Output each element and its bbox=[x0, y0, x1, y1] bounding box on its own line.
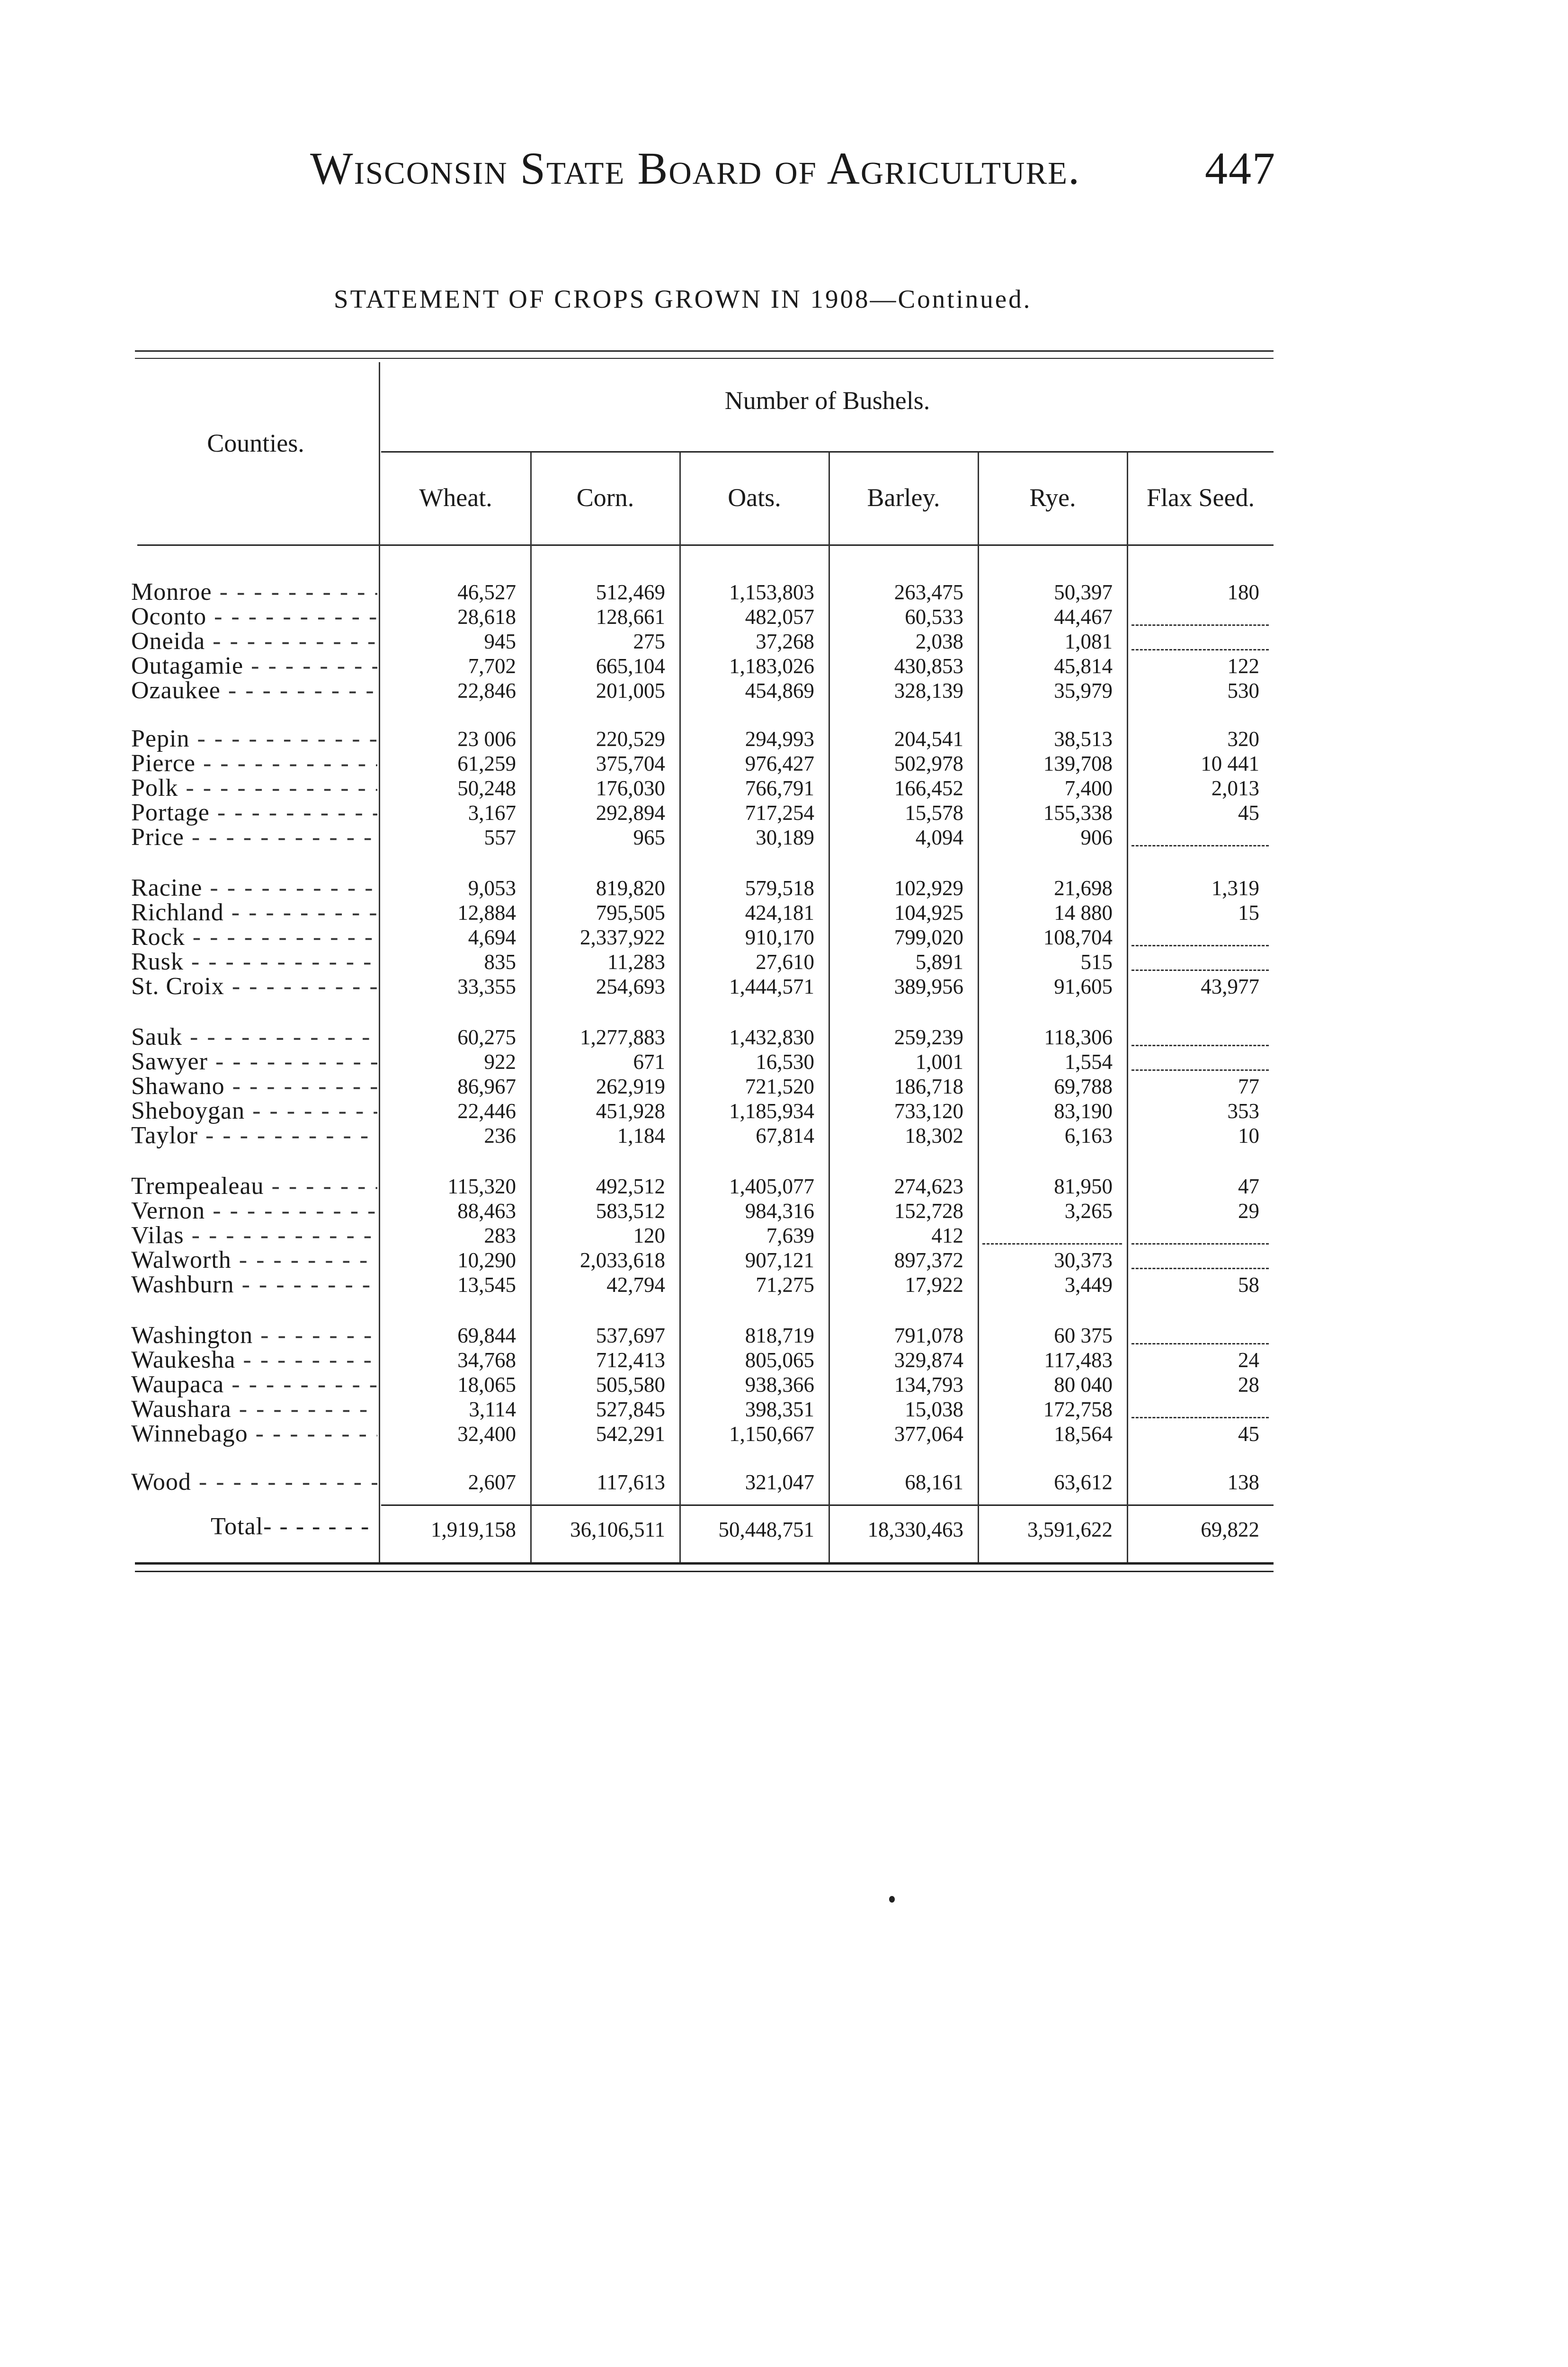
cell-rye: 155,338 bbox=[1043, 801, 1113, 825]
cell-barley: 259,239 bbox=[894, 1025, 963, 1049]
stray-mark bbox=[889, 1896, 895, 1903]
county-name: Oconto - - - bbox=[131, 603, 377, 631]
cell-rye: 14 880 bbox=[1054, 901, 1113, 925]
cell-corn: 42,794 bbox=[606, 1273, 665, 1297]
cell-barley: 152,728 bbox=[894, 1199, 963, 1223]
cell-flax-seed: 2,013 bbox=[1211, 776, 1259, 800]
county-name: Sauk - - - bbox=[131, 1023, 377, 1051]
column-header-wheat: Wheat. bbox=[419, 483, 492, 512]
running-head: Wisconsin State Board of Agriculture. bbox=[310, 143, 1081, 194]
county-name: Waukesha - - - bbox=[131, 1346, 377, 1374]
cell-corn: 2,033,618 bbox=[580, 1248, 665, 1272]
cell-flax-seed: 47 bbox=[1238, 1175, 1259, 1198]
cell-wheat: 945 bbox=[484, 630, 516, 653]
cell-oats: 910,170 bbox=[745, 925, 814, 949]
group-header-rule bbox=[381, 451, 1274, 453]
cell-wheat: 46,527 bbox=[457, 580, 516, 604]
cell-oats: 398,351 bbox=[745, 1397, 814, 1421]
total-cell-flax-seed: 69,822 bbox=[1201, 1518, 1259, 1541]
empty-cell-flax-seed bbox=[1131, 1343, 1269, 1344]
cell-flax-seed: 180 bbox=[1227, 580, 1259, 604]
cell-wheat: 23 006 bbox=[457, 727, 516, 751]
cell-corn: 537,697 bbox=[596, 1324, 665, 1347]
cell-wheat: 13,545 bbox=[457, 1273, 516, 1297]
cell-barley: 15,038 bbox=[905, 1397, 963, 1421]
cell-wheat: 61,259 bbox=[457, 752, 516, 775]
cell-flax-seed: 45 bbox=[1238, 801, 1259, 825]
cell-barley: 1,001 bbox=[915, 1050, 963, 1074]
cell-corn: 176,030 bbox=[596, 776, 665, 800]
cell-barley: 17,922 bbox=[905, 1273, 963, 1297]
cell-rye: 45,814 bbox=[1054, 654, 1113, 678]
cell-barley: 134,793 bbox=[894, 1373, 963, 1397]
cell-barley: 166,452 bbox=[894, 776, 963, 800]
county-name: Taylor - - - bbox=[131, 1121, 377, 1149]
cell-wheat: 12,884 bbox=[457, 901, 516, 925]
cell-corn: 120 bbox=[633, 1224, 665, 1247]
cell-wheat: 835 bbox=[484, 950, 516, 974]
cell-rye: 3,449 bbox=[1064, 1273, 1113, 1297]
county-name: Washburn - - - bbox=[131, 1271, 377, 1299]
cell-barley: 791,078 bbox=[894, 1324, 963, 1347]
county-name: Winnebago - - - bbox=[131, 1420, 377, 1448]
cell-oats: 37,268 bbox=[756, 630, 814, 653]
cell-wheat: 50,248 bbox=[457, 776, 516, 800]
cell-wheat: 7,702 bbox=[468, 654, 516, 678]
cell-wheat: 22,446 bbox=[457, 1099, 516, 1123]
cell-corn: 1,277,883 bbox=[580, 1025, 665, 1049]
column-header-flax-seed: Flax Seed. bbox=[1147, 483, 1255, 512]
cell-barley: 502,978 bbox=[894, 752, 963, 775]
cell-rye: 83,190 bbox=[1054, 1099, 1113, 1123]
column-header-barley: Barley. bbox=[867, 483, 940, 512]
county-name: Rusk - - - bbox=[131, 948, 377, 976]
cell-flax-seed: 58 bbox=[1238, 1273, 1259, 1297]
empty-cell-flax-seed bbox=[1131, 945, 1269, 946]
cell-wheat: 10,290 bbox=[457, 1248, 516, 1272]
cell-flax-seed: 1,319 bbox=[1211, 876, 1259, 900]
cell-barley: 430,853 bbox=[894, 654, 963, 678]
top-rule bbox=[135, 350, 1274, 352]
county-name: Vernon - - - bbox=[131, 1197, 377, 1225]
cell-oats: 1,432,830 bbox=[729, 1025, 814, 1049]
cell-rye: 117,483 bbox=[1044, 1348, 1113, 1372]
cell-flax-seed: 10 441 bbox=[1201, 752, 1259, 775]
counties-header: Counties. bbox=[207, 429, 304, 457]
cell-flax-seed: 43,977 bbox=[1201, 975, 1259, 998]
cell-oats: 71,275 bbox=[756, 1273, 814, 1297]
empty-cell-flax-seed bbox=[1131, 845, 1269, 846]
cell-oats: 30,189 bbox=[756, 826, 814, 849]
total-cell-barley: 18,330,463 bbox=[867, 1518, 963, 1541]
bottom-rule bbox=[135, 1562, 1274, 1565]
cell-oats: 16,530 bbox=[756, 1050, 814, 1074]
cell-corn: 505,580 bbox=[596, 1373, 665, 1397]
cell-corn: 542,291 bbox=[596, 1422, 665, 1446]
cell-oats: 1,183,026 bbox=[729, 654, 814, 678]
cell-barley: 2,038 bbox=[915, 630, 963, 653]
total-label: Total - - - bbox=[211, 1513, 377, 1540]
cell-flax-seed: 320 bbox=[1227, 727, 1259, 751]
cell-flax-seed: 138 bbox=[1227, 1470, 1259, 1494]
total-cell-wheat: 1,919,158 bbox=[431, 1518, 516, 1541]
county-name: Oneida - - - bbox=[131, 627, 377, 655]
cell-flax-seed: 530 bbox=[1227, 679, 1259, 703]
cell-rye: 3,265 bbox=[1064, 1199, 1113, 1223]
cell-corn: 512,469 bbox=[596, 580, 665, 604]
cell-oats: 1,153,803 bbox=[729, 580, 814, 604]
cell-wheat: 922 bbox=[484, 1050, 516, 1074]
empty-cell-flax-seed bbox=[1131, 1417, 1269, 1418]
cell-rye: 60 375 bbox=[1054, 1324, 1113, 1347]
cell-barley: 5,891 bbox=[915, 950, 963, 974]
cell-barley: 204,541 bbox=[894, 727, 963, 751]
cell-corn: 128,661 bbox=[596, 605, 665, 629]
cell-rye: 44,467 bbox=[1054, 605, 1113, 629]
cell-barley: 102,929 bbox=[894, 876, 963, 900]
cell-oats: 717,254 bbox=[745, 801, 814, 825]
total-cell-rye: 3,591,622 bbox=[1027, 1518, 1113, 1541]
cell-corn: 254,693 bbox=[596, 975, 665, 998]
cell-rye: 172,758 bbox=[1043, 1397, 1113, 1421]
cell-rye: 30,373 bbox=[1054, 1248, 1113, 1272]
cell-barley: 18,302 bbox=[905, 1124, 963, 1148]
cell-corn: 1,184 bbox=[617, 1124, 665, 1148]
cell-oats: 1,405,077 bbox=[729, 1175, 814, 1198]
cell-wheat: 60,275 bbox=[457, 1025, 516, 1049]
county-name: Rock - - - bbox=[131, 923, 377, 951]
county-name: Waupaca - - - bbox=[131, 1370, 377, 1398]
cell-corn: 795,505 bbox=[596, 901, 665, 925]
county-name: Shawano - - - bbox=[131, 1072, 377, 1100]
cell-oats: 1,185,934 bbox=[729, 1099, 814, 1123]
bottom-rule-second bbox=[135, 1571, 1274, 1572]
top-rule-second bbox=[135, 358, 1274, 359]
county-name: Washington - - - bbox=[131, 1321, 377, 1349]
cell-rye: 118,306 bbox=[1044, 1025, 1113, 1049]
cell-rye: 50,397 bbox=[1054, 580, 1113, 604]
cell-corn: 965 bbox=[633, 826, 665, 849]
column-header-rye: Rye. bbox=[1029, 483, 1076, 512]
cell-wheat: 33,355 bbox=[457, 975, 516, 998]
county-name: Vilas - - - bbox=[131, 1221, 377, 1249]
cell-flax-seed: 24 bbox=[1238, 1348, 1259, 1372]
cell-barley: 68,161 bbox=[905, 1470, 963, 1494]
cell-barley: 60,533 bbox=[905, 605, 963, 629]
cell-corn: 451,928 bbox=[596, 1099, 665, 1123]
cell-oats: 7,639 bbox=[766, 1224, 814, 1247]
cell-oats: 294,993 bbox=[745, 727, 814, 751]
cell-oats: 1,150,667 bbox=[729, 1422, 814, 1446]
cell-oats: 321,047 bbox=[745, 1470, 814, 1494]
cell-corn: 201,005 bbox=[596, 679, 665, 703]
cell-flax-seed: 353 bbox=[1227, 1099, 1259, 1123]
cell-corn: 11,283 bbox=[607, 950, 665, 974]
cell-oats: 818,719 bbox=[745, 1324, 814, 1347]
cell-rye: 81,950 bbox=[1054, 1175, 1113, 1198]
cell-rye: 91,605 bbox=[1054, 975, 1113, 998]
cell-wheat: 18,065 bbox=[457, 1373, 516, 1397]
cell-oats: 721,520 bbox=[745, 1075, 814, 1098]
cell-oats: 482,057 bbox=[745, 605, 814, 629]
cell-corn: 527,845 bbox=[596, 1397, 665, 1421]
cell-oats: 984,316 bbox=[745, 1199, 814, 1223]
total-cell-oats: 50,448,751 bbox=[718, 1518, 814, 1541]
cell-corn: 275 bbox=[633, 630, 665, 653]
cell-corn: 117,613 bbox=[597, 1470, 665, 1494]
cell-corn: 583,512 bbox=[596, 1199, 665, 1223]
cell-wheat: 88,463 bbox=[457, 1199, 516, 1223]
cell-barley: 263,475 bbox=[894, 580, 963, 604]
cell-flax-seed: 122 bbox=[1227, 654, 1259, 678]
cell-corn: 220,529 bbox=[596, 727, 665, 751]
cell-barley: 897,372 bbox=[894, 1248, 963, 1272]
cell-wheat: 4,694 bbox=[468, 925, 516, 949]
cell-corn: 665,104 bbox=[596, 654, 665, 678]
cell-wheat: 3,167 bbox=[468, 801, 516, 825]
cell-wheat: 9,053 bbox=[468, 876, 516, 900]
county-name: Outagamie - - - bbox=[131, 652, 377, 680]
cell-corn: 262,919 bbox=[596, 1075, 665, 1098]
cell-corn: 671 bbox=[633, 1050, 665, 1074]
cell-corn: 292,894 bbox=[596, 801, 665, 825]
county-name: Sheboygan - - - bbox=[131, 1097, 377, 1125]
cell-rye: 63,612 bbox=[1054, 1470, 1113, 1494]
cell-oats: 938,366 bbox=[745, 1373, 814, 1397]
county-name: Price - - - bbox=[131, 823, 377, 851]
cell-corn: 375,704 bbox=[596, 752, 665, 775]
cell-wheat: 34,768 bbox=[457, 1348, 516, 1372]
cell-rye: 38,513 bbox=[1054, 727, 1113, 751]
cell-oats: 579,518 bbox=[745, 876, 814, 900]
cell-oats: 1,444,571 bbox=[729, 975, 814, 998]
cell-rye: 7,400 bbox=[1064, 776, 1113, 800]
cell-barley: 329,874 bbox=[894, 1348, 963, 1372]
cell-corn: 492,512 bbox=[596, 1175, 665, 1198]
total-cell-corn: 36,106,511 bbox=[570, 1518, 665, 1541]
cell-barley: 186,718 bbox=[894, 1075, 963, 1098]
cell-rye: 18,564 bbox=[1054, 1422, 1113, 1446]
cell-barley: 733,120 bbox=[894, 1099, 963, 1123]
county-name: Racine - - - bbox=[131, 874, 377, 902]
empty-cell-flax-seed bbox=[1131, 624, 1269, 626]
county-name: St. Croix - - - bbox=[131, 972, 377, 1000]
cell-oats: 424,181 bbox=[745, 901, 814, 925]
cell-rye: 35,979 bbox=[1054, 679, 1113, 703]
total-rule bbox=[381, 1504, 1274, 1506]
cell-rye: 80 040 bbox=[1054, 1373, 1113, 1397]
empty-cell-flax-seed bbox=[1131, 1069, 1269, 1071]
cell-wheat: 28,618 bbox=[457, 605, 516, 629]
cell-rye: 6,163 bbox=[1064, 1124, 1113, 1148]
cell-oats: 907,121 bbox=[745, 1248, 814, 1272]
cell-rye: 108,704 bbox=[1043, 925, 1113, 949]
cell-wheat: 557 bbox=[484, 826, 516, 849]
empty-cell-rye bbox=[982, 1243, 1122, 1245]
cell-wheat: 69,844 bbox=[457, 1324, 516, 1347]
cell-rye: 515 bbox=[1080, 950, 1113, 974]
county-name: Pierce - - - bbox=[131, 749, 377, 777]
empty-cell-flax-seed bbox=[1131, 649, 1269, 650]
cell-barley: 412 bbox=[931, 1224, 963, 1247]
county-name: Trempealeau - - - bbox=[131, 1172, 377, 1200]
cell-oats: 67,814 bbox=[756, 1124, 814, 1148]
empty-cell-flax-seed bbox=[1131, 1045, 1269, 1046]
cell-flax-seed: 10 bbox=[1238, 1124, 1259, 1148]
header-bottom-rule bbox=[137, 544, 1274, 546]
cell-wheat: 32,400 bbox=[457, 1422, 516, 1446]
cell-oats: 805,065 bbox=[745, 1348, 814, 1372]
cell-barley: 15,578 bbox=[905, 801, 963, 825]
county-name: Ozaukee - - - bbox=[131, 676, 377, 704]
table-title: STATEMENT OF CROPS GROWN IN 1908—Continued. bbox=[334, 285, 1032, 313]
cell-wheat: 115,320 bbox=[447, 1175, 516, 1198]
cell-oats: 27,610 bbox=[756, 950, 814, 974]
page-number: 447 bbox=[1205, 143, 1276, 194]
cell-flax-seed: 45 bbox=[1238, 1422, 1259, 1446]
cell-rye: 139,708 bbox=[1043, 752, 1113, 775]
cell-corn: 819,820 bbox=[596, 876, 665, 900]
empty-cell-flax-seed bbox=[1131, 1268, 1269, 1269]
cell-rye: 21,698 bbox=[1054, 876, 1113, 900]
empty-cell-flax-seed bbox=[1131, 970, 1269, 971]
cell-barley: 389,956 bbox=[894, 975, 963, 998]
county-name: Walworth - - - bbox=[131, 1246, 377, 1274]
cell-barley: 104,925 bbox=[894, 901, 963, 925]
county-name: Richland - - - bbox=[131, 899, 377, 926]
cell-rye: 906 bbox=[1080, 826, 1113, 849]
county-name: Pepin - - - bbox=[131, 725, 377, 753]
county-name: Monroe - - - bbox=[131, 578, 377, 606]
cell-wheat: 283 bbox=[484, 1224, 516, 1247]
cell-wheat: 3,114 bbox=[469, 1397, 516, 1421]
cell-flax-seed: 28 bbox=[1238, 1373, 1259, 1397]
cell-oats: 454,869 bbox=[745, 679, 814, 703]
cell-barley: 799,020 bbox=[894, 925, 963, 949]
cell-flax-seed: 15 bbox=[1238, 901, 1259, 925]
cell-flax-seed: 29 bbox=[1238, 1199, 1259, 1223]
cell-rye: 69,788 bbox=[1054, 1075, 1113, 1098]
cell-rye: 1,081 bbox=[1064, 630, 1113, 653]
cell-flax-seed: 77 bbox=[1238, 1075, 1259, 1098]
bushels-group-header: Number of Bushels. bbox=[724, 386, 930, 415]
cell-oats: 766,791 bbox=[745, 776, 814, 800]
column-divider bbox=[379, 362, 380, 1562]
cell-wheat: 22,846 bbox=[457, 679, 516, 703]
empty-cell-flax-seed bbox=[1131, 1243, 1269, 1245]
cell-wheat: 2,607 bbox=[468, 1470, 516, 1494]
cell-oats: 976,427 bbox=[745, 752, 814, 775]
county-name: Polk - - - bbox=[131, 774, 377, 802]
cell-corn: 712,413 bbox=[596, 1348, 665, 1372]
cell-rye: 1,554 bbox=[1064, 1050, 1113, 1074]
cell-barley: 328,139 bbox=[894, 679, 963, 703]
county-name: Wood - - - bbox=[131, 1468, 377, 1496]
column-header-oats: Oats. bbox=[728, 483, 781, 512]
cell-wheat: 236 bbox=[484, 1124, 516, 1148]
county-name: Sawyer - - - bbox=[131, 1048, 377, 1076]
cell-barley: 377,064 bbox=[894, 1422, 963, 1446]
cell-barley: 274,623 bbox=[894, 1175, 963, 1198]
column-header-corn: Corn. bbox=[576, 483, 634, 512]
cell-corn: 2,337,922 bbox=[580, 925, 665, 949]
cell-barley: 4,094 bbox=[915, 826, 963, 849]
county-name: Portage - - - bbox=[131, 799, 377, 827]
county-name: Waushara - - - bbox=[131, 1395, 377, 1423]
cell-wheat: 86,967 bbox=[457, 1075, 516, 1098]
